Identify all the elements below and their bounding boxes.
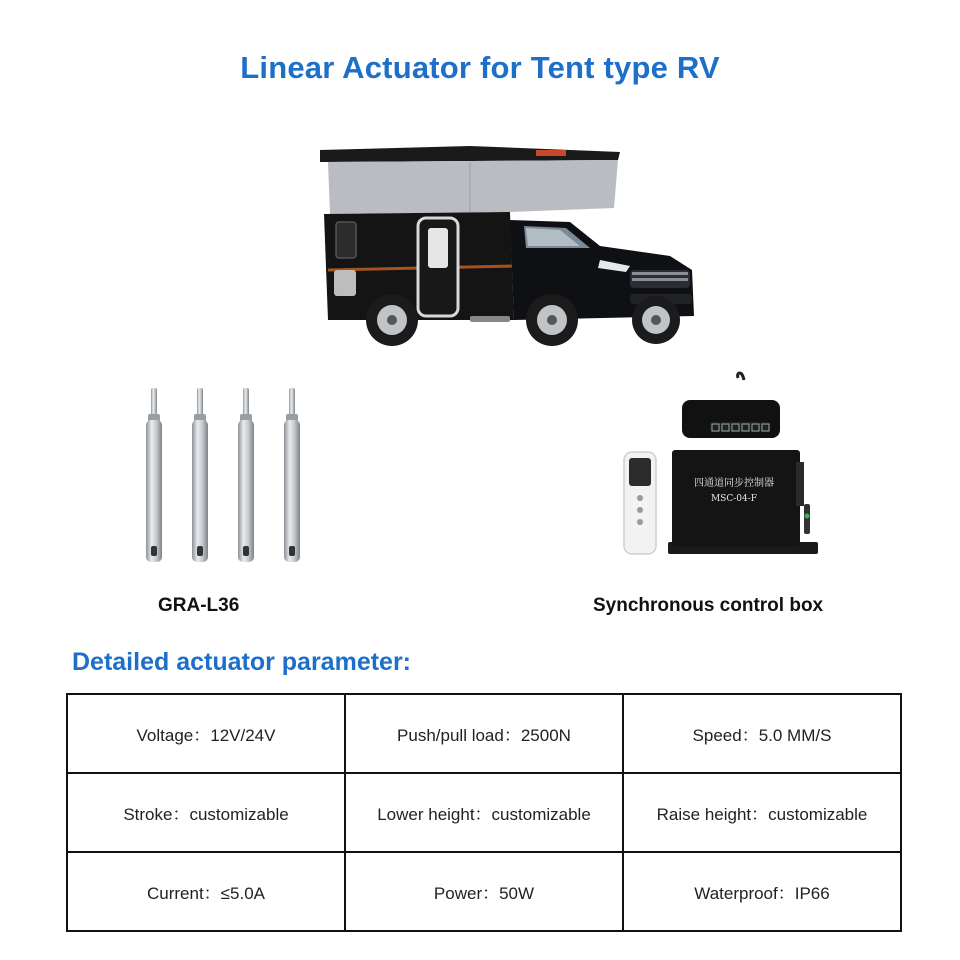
control-box-label-zh: 四通道同步控制器 [694,478,774,489]
parameter-table [66,693,902,932]
param-power: Power：50W [345,852,623,931]
section-title: Detailed actuator parameter: [72,648,412,676]
param-voltage: Voltage：12V/24V [67,694,345,773]
param-waterproof: Waterproof：IP66 [623,852,901,931]
table-row [67,773,901,852]
param-current: Current：≤5.0A [67,852,345,931]
actuator-rods-illustration [120,380,320,580]
rv-camper-image [300,120,720,360]
rv-camper-illustration [300,120,720,360]
page-title: Linear Actuator for Tent type RV [240,50,720,85]
param-push-pull-load: Push/pull load：2500N [345,694,623,773]
control-box-image [610,370,830,570]
param-raise-height: Raise height：customizable [623,773,901,852]
actuator-rods-image [120,380,320,580]
actuator-model-caption: GRA-L36 [158,595,240,616]
param-stroke: Stroke：customizable [67,773,345,852]
table-row [67,694,901,773]
control-box-illustration [610,370,830,570]
param-lower-height: Lower height：customizable [345,773,623,852]
control-box-caption: Synchronous control box [593,595,824,616]
control-box-label-model: MSC-04-F [710,494,758,504]
param-speed: Speed：5.0 MM/S [623,694,901,773]
table-row [67,852,901,931]
